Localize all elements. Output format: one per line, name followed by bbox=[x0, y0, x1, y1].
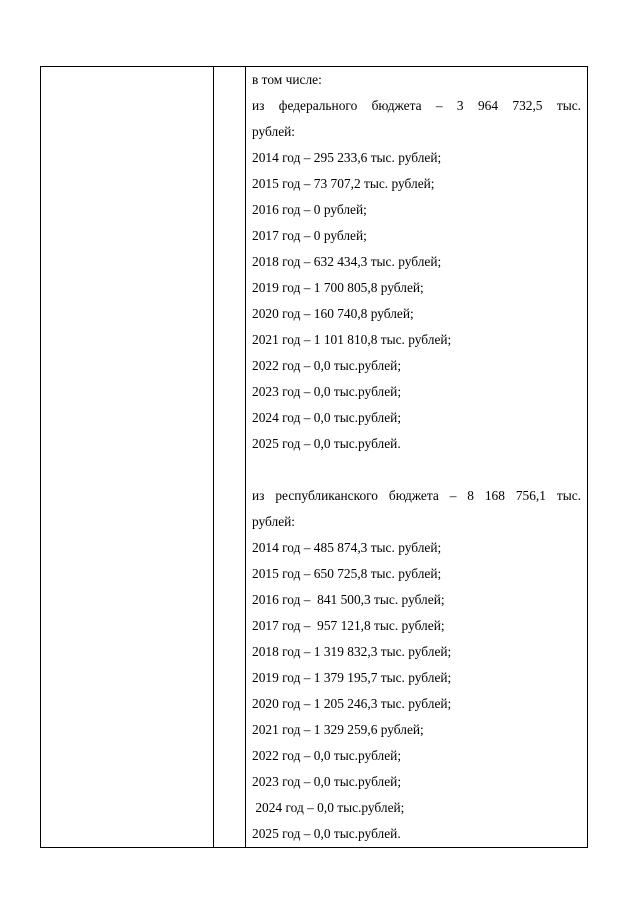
republican-item: 2014 год – 485 874,3 тыс. рублей; bbox=[252, 540, 442, 555]
federal-budget-heading-cont: рублей: bbox=[252, 124, 296, 139]
federal-budget-heading: из федерального бюджета – 3 964 732,5 тыс. bbox=[252, 98, 581, 113]
table-cell-label bbox=[41, 67, 214, 848]
republican-budget-heading: из республиканского бюджета – 8 168 756,1 тыс. bbox=[252, 488, 581, 503]
republican-item: 2017 год – 957 121,8 тыс. рублей; bbox=[252, 618, 445, 633]
federal-item: 2022 год – 0,0 тыс.рублей; bbox=[252, 358, 402, 373]
republican-item: 2024 год – 0,0 тыс.рублей; bbox=[252, 800, 405, 815]
federal-item: 2025 год – 0,0 тыс.рублей. bbox=[252, 436, 401, 451]
paragraph-gap bbox=[252, 457, 581, 483]
republican-item: 2021 год – 1 329 259,6 рублей; bbox=[252, 722, 424, 737]
republican-budget-heading-cont: рублей: bbox=[252, 514, 296, 529]
table-cell-spacer bbox=[214, 67, 246, 848]
federal-item: 2017 год – 0 рублей; bbox=[252, 228, 367, 243]
federal-item: 2018 год – 632 434,3 тыс. рублей; bbox=[252, 254, 442, 269]
table-cell-content bbox=[246, 67, 588, 848]
federal-item: 2023 год – 0,0 тыс.рублей; bbox=[252, 384, 402, 399]
federal-item: 2021 год – 1 101 810,8 тыс. рублей; bbox=[252, 332, 452, 347]
republican-item: 2020 год – 1 205 246,3 тыс. рублей; bbox=[252, 696, 452, 711]
republican-item: 2023 год – 0,0 тыс.рублей; bbox=[252, 774, 402, 789]
republican-item: 2019 год – 1 379 195,7 тыс. рублей; bbox=[252, 670, 452, 685]
republican-item: 2015 год – 650 725,8 тыс. рублей; bbox=[252, 566, 442, 581]
republican-item: 2022 год – 0,0 тыс.рублей; bbox=[252, 748, 402, 763]
federal-item: 2019 год – 1 700 805,8 рублей; bbox=[252, 280, 424, 295]
table-row bbox=[41, 67, 588, 848]
federal-item: 2024 год – 0,0 тыс.рублей; bbox=[252, 410, 402, 425]
federal-item: 2016 год – 0 рублей; bbox=[252, 202, 367, 217]
funding-text bbox=[246, 67, 587, 847]
federal-item: 2020 год – 160 740,8 рублей; bbox=[252, 306, 414, 321]
republican-item: 2018 год – 1 319 832,3 тыс. рублей; bbox=[252, 644, 452, 659]
federal-item: 2014 год – 295 233,6 тыс. рублей; bbox=[252, 150, 442, 165]
federal-item: 2015 год – 73 707,2 тыс. рублей; bbox=[252, 176, 435, 191]
republican-item: 2025 год – 0,0 тыс.рублей. bbox=[252, 826, 401, 841]
republican-item: 2016 год – 841 500,3 тыс. рублей; bbox=[252, 592, 445, 607]
intro-line: в том числе: bbox=[252, 72, 322, 87]
program-funding-table bbox=[40, 66, 588, 848]
